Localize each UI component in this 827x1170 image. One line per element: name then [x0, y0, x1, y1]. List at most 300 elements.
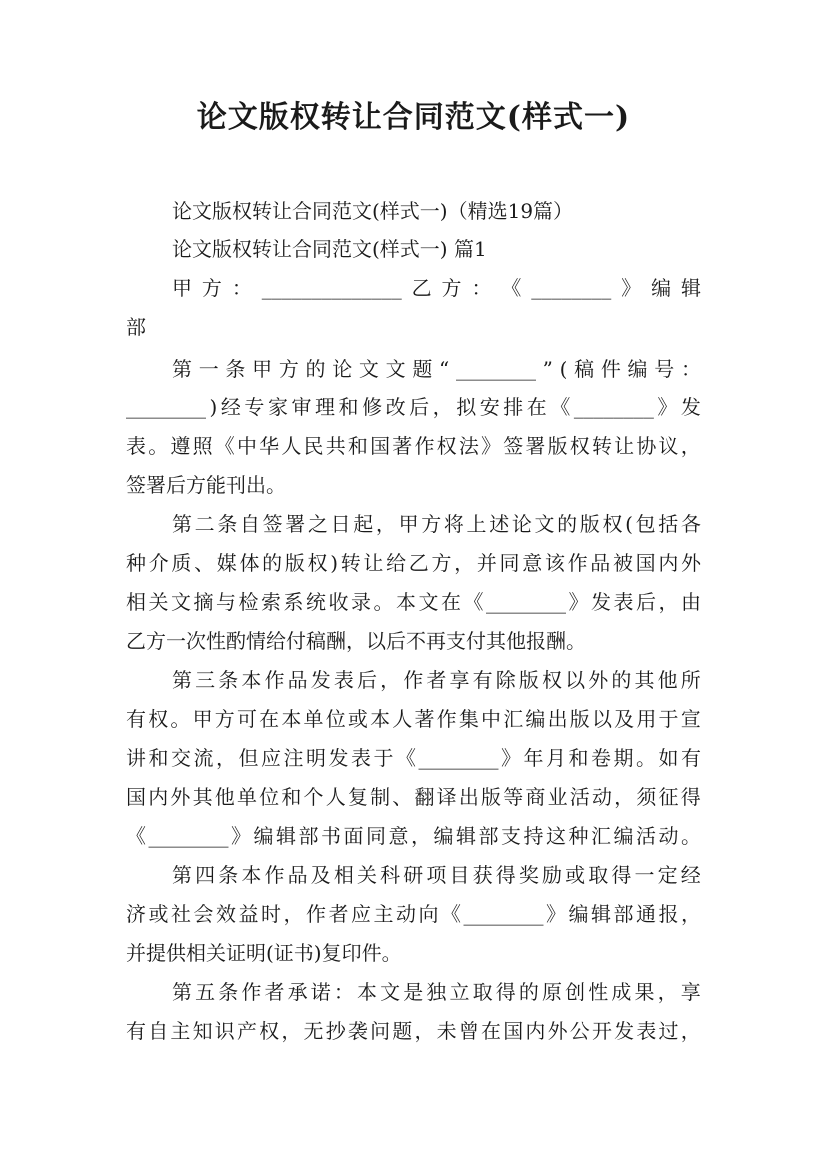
text-glyph: 汇 — [503, 707, 524, 731]
text-glyph: 版 — [569, 707, 590, 731]
body-line — [126, 704, 701, 734]
text-glyph: 期 — [613, 746, 634, 770]
text-glyph: ， — [411, 824, 431, 848]
text-glyph: 体 — [239, 551, 260, 575]
text-glyph: 理 — [315, 395, 335, 419]
text-glyph: 其 — [192, 785, 213, 809]
text-glyph: 明 — [306, 746, 326, 770]
text-glyph: 上 — [466, 512, 487, 536]
text-glyph: 国 — [635, 551, 656, 575]
text-glyph: ： — [333, 980, 354, 1004]
text-glyph: 应 — [261, 746, 281, 770]
text-glyph: 国 — [503, 1019, 524, 1043]
text-glyph: 经 — [680, 863, 701, 887]
text-glyph: 的 — [305, 357, 326, 381]
text-glyph: 得 — [611, 863, 632, 887]
text-glyph: 排 — [503, 395, 524, 419]
text-glyph: 者 — [264, 980, 285, 1004]
text-glyph: ， — [657, 980, 678, 1004]
text-glyph: 是 — [403, 980, 424, 1004]
text-glyph: 等 — [503, 785, 524, 809]
text-glyph: 条 — [218, 863, 239, 887]
text-glyph: 本 — [241, 863, 262, 887]
text-glyph: 第 — [172, 512, 192, 536]
text-glyph: 发 — [310, 668, 331, 692]
text-glyph: 条 — [218, 668, 239, 692]
text-glyph: 在 — [481, 1019, 501, 1043]
body-line — [126, 1016, 701, 1046]
subtitle-line: 论文版权转让合同范文(样式一)（精选19篇） — [172, 199, 574, 223]
text-glyph: 于 — [373, 746, 394, 770]
body-line — [126, 782, 701, 812]
text-glyph: 系 — [283, 590, 304, 614]
text-glyph: 知 — [192, 1019, 213, 1043]
text-glyph: 三 — [195, 668, 216, 692]
text-glyph: 外 — [547, 1019, 568, 1043]
text-glyph: 或 — [565, 863, 586, 887]
text-glyph: 出 — [458, 785, 479, 809]
text-glyph: 题 — [412, 357, 433, 381]
text-glyph: 版 — [284, 551, 305, 575]
text-glyph: 文 — [171, 590, 191, 614]
text-glyph: ， — [680, 434, 701, 458]
text-glyph: 方 — [278, 357, 299, 381]
text-glyph: 一 — [198, 357, 219, 381]
text-glyph: 业 — [547, 785, 568, 809]
text-glyph: 题 — [392, 1019, 413, 1043]
text-glyph: 甲 — [398, 512, 419, 536]
text-glyph: 作 — [567, 551, 588, 575]
text-glyph: 转 — [340, 551, 361, 575]
text-glyph: ________ — [455, 357, 536, 381]
text-glyph: 著 — [392, 434, 413, 458]
text-glyph: 介 — [148, 551, 169, 575]
text-glyph: 时 — [261, 902, 281, 926]
text-glyph: 、 — [194, 551, 215, 575]
text-glyph: 讲 — [126, 746, 146, 770]
text-glyph: 在 — [526, 395, 547, 419]
text-glyph: 励 — [542, 863, 562, 887]
text-glyph: 承 — [287, 980, 308, 1004]
text-glyph: 乙 — [408, 551, 429, 575]
text-glyph: 性 — [588, 980, 609, 1004]
text-glyph: 》 — [481, 434, 501, 458]
text-glyph: 》 — [621, 276, 642, 300]
text-glyph: 自 — [239, 512, 260, 536]
text-glyph: 辑 — [456, 824, 476, 848]
text-glyph: 相 — [126, 590, 146, 614]
text-glyph: ________ — [573, 395, 654, 419]
text-glyph: ， — [454, 551, 475, 575]
text-glyph: 关 — [357, 863, 377, 887]
document-title: 论文版权转让合同范文(样式一) — [196, 100, 631, 135]
text-glyph: 位 — [259, 785, 280, 809]
text-glyph: 以 — [565, 668, 586, 692]
text-glyph: 权 — [542, 668, 562, 692]
text-glyph: 法 — [458, 434, 479, 458]
text-glyph: 编 — [253, 824, 274, 848]
text-glyph: 征 — [658, 785, 679, 809]
text-glyph: ________ — [126, 395, 206, 419]
text-glyph: 意 — [388, 824, 409, 848]
text-glyph: “ — [439, 357, 450, 381]
text-glyph: 译 — [436, 785, 457, 809]
text-glyph: 第 — [172, 357, 192, 381]
text-glyph: 文 — [534, 512, 555, 536]
text-glyph: 表 — [636, 1019, 657, 1043]
text-glyph: ______________ — [261, 276, 402, 300]
text-glyph: 《 — [396, 746, 416, 770]
text-glyph: 二 — [194, 512, 215, 536]
text-glyph: 经 — [220, 395, 241, 419]
text-glyph: 括 — [658, 512, 679, 536]
text-glyph: 议 — [658, 434, 679, 458]
text-glyph: 签 — [503, 434, 524, 458]
text-glyph: ， — [681, 902, 701, 926]
text-glyph: 作 — [436, 707, 457, 731]
text-glyph: 社 — [171, 902, 191, 926]
text-glyph: 会 — [193, 902, 214, 926]
text-glyph: 作 — [414, 434, 435, 458]
text-glyph: 开 — [591, 1019, 612, 1043]
text-glyph: 方 — [214, 707, 235, 731]
text-glyph: 种 — [568, 824, 589, 848]
text-glyph: ， — [414, 1019, 435, 1043]
text-glyph: 编 — [627, 357, 648, 381]
text-glyph: 效 — [216, 902, 236, 926]
text-glyph: 。 — [636, 746, 656, 770]
text-glyph: ” — [542, 357, 553, 381]
text-glyph: 除 — [495, 668, 516, 692]
text-glyph: 《 — [463, 590, 484, 614]
text-glyph: 的 — [557, 512, 578, 536]
section-heading: 论文版权转让合同范文(样式一) 篇1 — [172, 237, 487, 261]
text-glyph: 权 — [436, 434, 457, 458]
text-glyph: 论 — [332, 357, 353, 381]
text-glyph: 作 — [241, 980, 262, 1004]
body-line: 乙方一次性酌情给付稿酬，以后不再支付其他报酬。 — [126, 629, 586, 653]
text-glyph: 创 — [565, 980, 586, 1004]
text-glyph: 与 — [216, 590, 236, 614]
text-glyph: 部 — [298, 824, 319, 848]
text-glyph: ， — [614, 785, 635, 809]
text-glyph: 该 — [544, 551, 565, 575]
text-glyph: 质 — [171, 551, 192, 575]
text-glyph: 》 — [231, 824, 251, 848]
text-glyph: 一 — [634, 863, 655, 887]
text-glyph: 如 — [658, 746, 679, 770]
text-glyph: 袭 — [347, 1019, 368, 1043]
text-glyph: 人 — [392, 707, 413, 731]
text-glyph: 可 — [236, 707, 257, 731]
text-glyph: 发 — [680, 395, 701, 419]
text-glyph: 修 — [362, 395, 383, 419]
text-glyph: 四 — [195, 863, 216, 887]
text-glyph: 集 — [458, 707, 479, 731]
text-glyph: 于 — [658, 707, 679, 731]
text-glyph: 表 — [333, 668, 354, 692]
text-glyph: 和 — [568, 746, 589, 770]
text-glyph: 人 — [325, 785, 346, 809]
text-glyph: 曾 — [458, 1019, 479, 1043]
text-glyph: 应 — [351, 902, 371, 926]
text-glyph: 以 — [591, 707, 612, 731]
text-glyph: 条 — [225, 357, 246, 381]
text-glyph: 外 — [170, 785, 191, 809]
text-glyph: 件 — [600, 357, 621, 381]
text-glyph: 论 — [511, 512, 532, 536]
text-glyph: 流 — [193, 746, 214, 770]
text-glyph: 奖 — [518, 863, 539, 887]
text-glyph: 中 — [236, 434, 257, 458]
text-glyph: 制 — [370, 785, 391, 809]
text-glyph: 其 — [634, 668, 655, 692]
text-glyph: 检 — [238, 590, 259, 614]
text-glyph: 相 — [333, 863, 354, 887]
text-glyph: 享 — [680, 980, 701, 1004]
text-glyph: 之 — [307, 512, 328, 536]
text-glyph: ________ — [418, 746, 499, 770]
text-glyph: 。 — [170, 707, 191, 731]
text-glyph: 本 — [396, 590, 416, 614]
text-glyph: 编 — [651, 276, 672, 300]
text-glyph: 品 — [287, 863, 308, 887]
text-glyph: 述 — [489, 512, 510, 536]
text-glyph: 未 — [436, 1019, 457, 1043]
text-glyph: 个 — [303, 785, 324, 809]
text-glyph: ________ — [486, 590, 566, 614]
text-glyph: ， — [658, 590, 679, 614]
text-glyph: 权 — [307, 551, 328, 575]
text-glyph: 遵 — [170, 434, 191, 458]
text-glyph: ， — [432, 395, 453, 419]
text-glyph: 和 — [281, 785, 302, 809]
parties-line-continued: 部 — [126, 315, 146, 339]
text-glyph: 公 — [569, 1019, 590, 1043]
text-glyph: 内 — [525, 1019, 546, 1043]
text-glyph: 有 — [126, 707, 146, 731]
text-glyph: 定 — [657, 863, 678, 887]
text-glyph: 济 — [126, 902, 146, 926]
text-glyph: 立 — [449, 980, 470, 1004]
text-glyph: 问 — [370, 1019, 391, 1043]
text-glyph: 成 — [611, 980, 632, 1004]
text-glyph: 在 — [259, 707, 280, 731]
text-glyph: 翻 — [414, 785, 435, 809]
text-glyph: 本 — [241, 668, 262, 692]
text-glyph: 科 — [380, 863, 401, 887]
text-glyph: 国 — [126, 785, 146, 809]
text-glyph: 单 — [236, 785, 257, 809]
text-glyph: 家 — [267, 395, 288, 419]
text-glyph: 但 — [238, 746, 259, 770]
text-glyph: 发 — [591, 590, 611, 614]
text-glyph: 有 — [472, 668, 493, 692]
text-glyph: 动 — [591, 785, 612, 809]
text-glyph: 权 — [259, 1019, 280, 1043]
text-glyph: 稿 — [574, 357, 595, 381]
text-glyph: 辑 — [591, 902, 611, 926]
text-glyph: 《 — [501, 276, 522, 300]
text-glyph: 》 — [657, 395, 678, 419]
text-glyph: 安 — [479, 395, 500, 419]
text-glyph: ________ — [531, 276, 612, 300]
text-glyph: 权 — [148, 707, 169, 731]
text-glyph: 位 — [325, 707, 346, 731]
text-glyph: 同 — [499, 551, 520, 575]
body-line — [126, 821, 701, 851]
text-glyph: 获 — [472, 863, 493, 887]
text-glyph: 卷 — [591, 746, 611, 770]
text-glyph: 活 — [636, 824, 656, 848]
text-glyph: 统 — [306, 590, 326, 614]
text-glyph: 活 — [569, 785, 590, 809]
text-glyph: 被 — [612, 551, 633, 575]
body-line — [126, 587, 701, 617]
text-glyph: 及 — [310, 863, 331, 887]
text-glyph: 他 — [657, 668, 678, 692]
text-glyph: 后 — [636, 590, 656, 614]
text-glyph: 第 — [172, 668, 192, 692]
text-glyph: 作 — [264, 863, 285, 887]
text-glyph: 和 — [148, 746, 169, 770]
text-glyph: 动 — [658, 824, 679, 848]
text-glyph: 及 — [614, 707, 635, 731]
text-glyph: 改 — [385, 395, 406, 419]
text-glyph: 单 — [303, 707, 324, 731]
text-glyph: 或 — [347, 707, 368, 731]
body-line — [126, 392, 701, 422]
text-glyph: 人 — [281, 434, 302, 458]
body-line — [172, 860, 701, 890]
text-glyph: 得 — [495, 863, 516, 887]
text-glyph: 发 — [328, 746, 349, 770]
text-glyph: 包 — [635, 512, 656, 536]
text-glyph: 交 — [171, 746, 191, 770]
text-glyph: 得 — [495, 980, 516, 1004]
text-glyph: 条 — [218, 980, 239, 1004]
text-glyph: 部 — [478, 824, 499, 848]
text-glyph: 转 — [591, 434, 612, 458]
text-glyph: 文 — [358, 357, 379, 381]
text-glyph: 的 — [262, 551, 283, 575]
text-glyph: ， — [375, 512, 396, 536]
text-glyph: 方 — [421, 512, 442, 536]
text-glyph: 他 — [214, 785, 235, 809]
text-glyph: 并 — [476, 551, 497, 575]
text-glyph: 关 — [148, 590, 169, 614]
text-glyph: 作 — [306, 902, 326, 926]
body-line — [172, 977, 701, 1007]
text-glyph: 给 — [386, 551, 407, 575]
text-glyph: 让 — [363, 551, 384, 575]
text-glyph: 共 — [325, 434, 346, 458]
text-glyph: 者 — [328, 902, 349, 926]
text-glyph: 报 — [658, 902, 679, 926]
text-glyph: 品 — [590, 551, 611, 575]
text-glyph: 。 — [148, 434, 169, 458]
text-glyph: 。 — [373, 590, 394, 614]
text-glyph: 将 — [443, 512, 464, 536]
text-glyph: 辑 — [680, 276, 701, 300]
text-glyph: 品 — [287, 668, 308, 692]
text-glyph: 主 — [373, 902, 394, 926]
text-glyph: 号 — [654, 357, 675, 381]
text-glyph: 在 — [441, 590, 461, 614]
text-glyph: 得 — [680, 785, 701, 809]
text-glyph: 版 — [579, 512, 600, 536]
text-glyph: 面 — [343, 824, 364, 848]
text-glyph: 让 — [614, 434, 635, 458]
text-glyph: 宣 — [680, 707, 701, 731]
text-glyph: 起 — [353, 512, 374, 536]
body-line — [172, 509, 701, 539]
body-line — [126, 743, 701, 773]
text-glyph: ， — [283, 902, 304, 926]
text-glyph: 各 — [680, 512, 701, 536]
text-glyph: 方 — [201, 276, 222, 300]
text-glyph: 文 — [380, 980, 401, 1004]
text-glyph: 收 — [328, 590, 349, 614]
text-glyph: 项 — [426, 863, 447, 887]
text-glyph: 民 — [303, 434, 324, 458]
text-glyph: 、 — [392, 785, 413, 809]
text-glyph: 《 — [126, 824, 146, 848]
text-glyph: ， — [680, 1019, 701, 1043]
body-line — [126, 548, 701, 578]
body-line: 签署后方能刊出。 — [126, 473, 286, 497]
text-glyph: 签 — [262, 512, 283, 536]
text-glyph: 和 — [338, 395, 359, 419]
text-glyph: 索 — [261, 590, 281, 614]
text-glyph: 果 — [634, 980, 655, 1004]
text-glyph: 本 — [281, 707, 302, 731]
text-glyph: ： — [680, 357, 701, 381]
text-glyph: 后 — [409, 395, 430, 419]
text-glyph: 有 — [126, 1019, 146, 1043]
text-glyph: 或 — [148, 902, 169, 926]
text-glyph: ) — [330, 551, 338, 575]
text-glyph: 编 — [433, 824, 454, 848]
text-glyph: 方 — [441, 276, 462, 300]
text-glyph: 署 — [525, 434, 546, 458]
text-glyph: 出 — [547, 707, 568, 731]
text-glyph: 媒 — [216, 551, 237, 575]
text-glyph: 由 — [681, 590, 701, 614]
text-glyph: ( — [559, 357, 568, 381]
text-glyph: 方 — [431, 551, 452, 575]
text-glyph: 外 — [681, 551, 701, 575]
text-glyph: 乙 — [411, 276, 432, 300]
text-glyph: 《 — [214, 434, 235, 458]
text-glyph: 第 — [172, 863, 192, 887]
text-glyph: 日 — [330, 512, 351, 536]
text-glyph: 》 — [568, 590, 589, 614]
text-glyph: 辑 — [276, 824, 296, 848]
text-glyph: 拟 — [456, 395, 477, 419]
text-glyph: ) — [209, 395, 218, 419]
text-glyph: 文 — [385, 357, 406, 381]
text-glyph: 权 — [569, 434, 590, 458]
text-glyph: 专 — [244, 395, 265, 419]
text-glyph: 署 — [285, 512, 306, 536]
text-glyph: 发 — [614, 1019, 635, 1043]
text-glyph: 内 — [658, 551, 679, 575]
text-glyph: 部 — [613, 902, 634, 926]
text-glyph: 版 — [518, 668, 539, 692]
body-line — [126, 431, 701, 461]
text-glyph: ( — [625, 512, 633, 536]
